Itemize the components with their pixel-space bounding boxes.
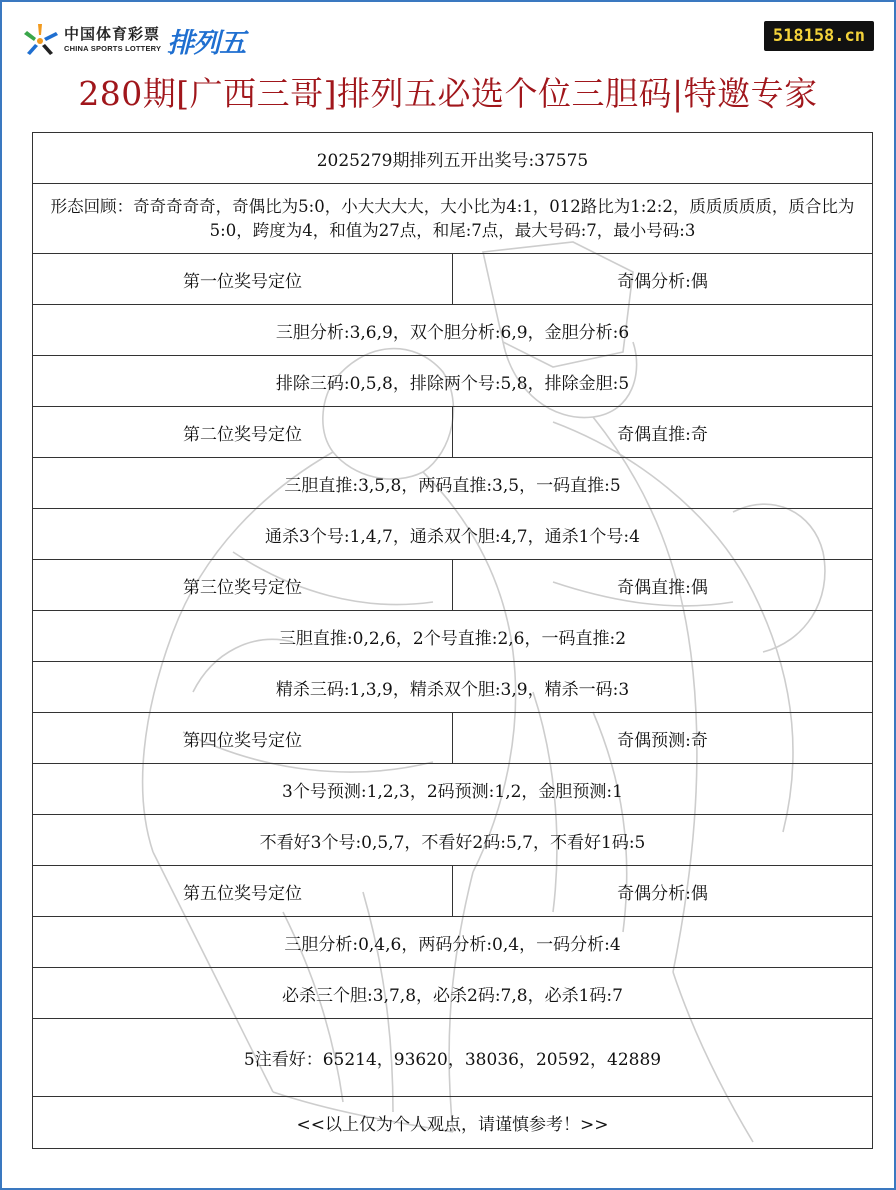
- position-3-line-2: 精杀三码:1,3,9，精杀双个胆:3,9，精杀一码:3: [275, 679, 630, 700]
- recommended-picks: 5注看好：65214，93620，38036，20592，42889: [243, 1050, 662, 1070]
- position-3-parity: 奇偶直推:偶: [617, 577, 708, 598]
- position-5-line-1: 三胆分析:0,4,6，两码分析:0,4，一码分析:4: [284, 934, 621, 955]
- position-2-label: 第二位奖号定位: [33, 407, 453, 457]
- table-row: [33, 254, 873, 305]
- position-5-parity: 奇偶分析:偶: [617, 883, 708, 904]
- table-row: [33, 662, 873, 713]
- position-1-line-2: 排除三码:0,5,8，排除两个号:5,8，排除金胆:5: [275, 373, 630, 394]
- position-4-parity: 奇偶预测:奇: [617, 730, 708, 751]
- position-4-label: 第四位奖号定位: [33, 713, 453, 763]
- table-row: [33, 1097, 873, 1149]
- table-row: [33, 815, 873, 866]
- table-row: [33, 305, 873, 356]
- table-row: [33, 133, 873, 184]
- table-row: [33, 917, 873, 968]
- table-row: [33, 184, 873, 254]
- table-row: [33, 611, 873, 662]
- position-5-label: 第五位奖号定位: [33, 866, 453, 916]
- position-3-label: 第三位奖号定位: [33, 560, 453, 610]
- page-title: 280期[广西三哥]排列五必选个位三胆码|特邀专家: [78, 74, 818, 113]
- shape-review-text: 形态回顾：奇奇奇奇奇，奇偶比为5:0，小大大大大，大小比为4:1，012路比为1:2:2，质质质质质，质合比为5:0，跨度为4，和值为27点，和尾:7点，最大号码:7，最小号码:3: [50, 196, 855, 240]
- position-3-line-1: 三胆直推:0,2,6，2个号直推:2,6，一码直推:2: [278, 628, 627, 649]
- table-row: [33, 407, 873, 458]
- position-2-parity: 奇偶直推:奇: [617, 424, 708, 445]
- position-1-line-1: 三胆分析:3,6,9，双个胆分析:6,9，金胆分析:6: [275, 322, 630, 343]
- table-row: [33, 458, 873, 509]
- logo-chinese-text: 中国体育彩票: [64, 25, 161, 44]
- position-1-label: 第一位奖号定位: [33, 254, 453, 304]
- table-row: [33, 713, 873, 764]
- position-2-line-1: 三胆直推:3,5,8，两码直推:3,5，一码直推:5: [284, 475, 621, 496]
- position-2-line-2: 通杀3个号:1,4,7，通杀双个胆:4,7，通杀1个号:4: [265, 526, 640, 547]
- draw-result-text: 2025279期排列五开出奖号:37575: [316, 150, 589, 171]
- table-row: [33, 866, 873, 917]
- position-5-line-2: 必杀三个胆:3,7,8，必杀2码:7,8，必杀1码:7: [282, 985, 623, 1006]
- table-row: [33, 968, 873, 1019]
- table-row: [33, 356, 873, 407]
- logo-english-text: CHINA SPORTS LOTTERY: [64, 44, 162, 54]
- logo-game-name: 排列五: [167, 27, 246, 59]
- disclaimer-footer: <<以上仅为个人观点，请谨慎参考！>>: [296, 1115, 609, 1135]
- position-4-line-2: 不看好3个号:0,5,7，不看好2码:5,7，不看好1码:5: [259, 832, 646, 853]
- table-row: [33, 560, 873, 611]
- china-sports-lottery-logo: [20, 20, 245, 60]
- table-row: [33, 764, 873, 815]
- lottery-star-icon: [20, 20, 60, 60]
- position-4-line-1: 3个号预测:1,2,3，2码预测:1,2，金胆预测:1: [282, 781, 623, 802]
- site-badge[interactable]: 518158.cn: [764, 21, 874, 51]
- table-row: [33, 509, 873, 560]
- position-1-parity: 奇偶分析:偶: [617, 271, 708, 292]
- table-row: [33, 1019, 873, 1097]
- prediction-table: [32, 132, 873, 1149]
